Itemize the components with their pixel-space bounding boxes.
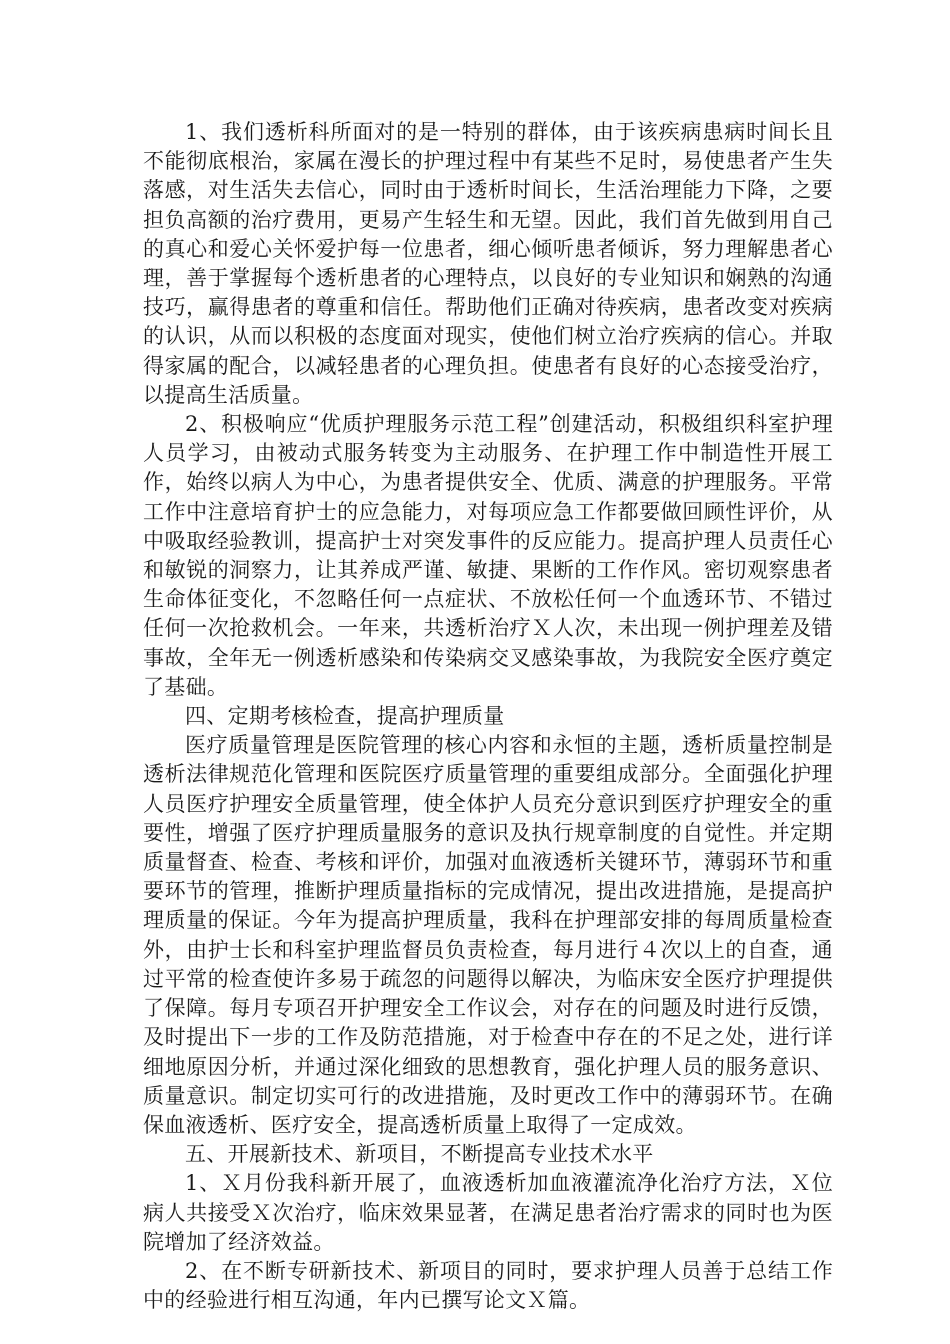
- section-heading-quality-inspection: 四、定期考核检查，提高护理质量: [185, 704, 505, 729]
- paragraph-quality-management: 医疗质量管理是医院管理的核心内容和永恒的主题，透析质量控制是透析法律规范化管理和医院医疗质量管理的重要组成部分。全面强化护理人员医疗护理安全质量管理，使全体护人员充分意识到医疗护理安全的重要性，增强了医疗护理质量服务的意识及执行规章制度的自觉性。并定期质量督查、检查、考核和评价，加强对血液透析关键环节，薄弱环节和重要环节的管理，推断护理质量指标的完成情况，提出改进措施，是提高护理质量的保证。今年为提高护理质量，我科在护理部安排的每周质量检查外，由护士长和科室护理监督员负责检查，每月进行４次以上的自查，通过平常的检查使许多易于疏忽的问题得以解决，为临床安全医疗护理提供了保障。每月专项召开护理安全工作议会，对存在的问题及时进行反馈，及时提出下一步的工作及防范措施，对于检查中存在的不足之处，进行详细地原因分析，并通过深化细致的思想教育，强化护理人员的服务意识、质量意识。制定切实可行的改进措施，及时更改工作中的薄弱环节。在确保血液透析、医疗安全，提高透析质量上取得了一定成效。: [143, 733, 833, 1137]
- document-body: [143, 118, 833, 1315]
- paragraph-new-treatment: 1、Ｘ月份我科新开展了，血液透析加血液灌流净化治疗方法，Ｘ位病人共接受Ｘ次治疗，临床效果显著，在满足患者治疗需求的同时也为医院增加了经济效益。: [143, 1171, 833, 1254]
- paragraph-patient-care: 1、我们透析科所面对的是一特别的群体，由于该疾病患病时间长且不能彻底根治，家属在漫长的护理过程中有某些不足时，易使患者产生失落感，对生活失去信心，同时由于透析时间长，生活治理能力下降，之要担负高额的治疗费用，更易产生轻生和无望。因此，我们首先做到用自己的真心和爱心关怀爱护每一位患者，细心倾听患者倾诉，努力理解患者心理，善于掌握每个透析患者的心理特点，以良好的专业知识和娴熟的沟通技巧，赢得患者的尊重和信任。帮助他们正确对待疾病，患者改变对疾病的认识，从而以积极的态度面对现实，使他们树立治疗疾病的信心。并取得家属的配合，以减轻患者的心理负担。使患者有良好的心态接受治疗，以提高生活质量。: [143, 120, 833, 407]
- section-heading-new-technology: 五、开展新技术、新项目，不断提高专业技术水平: [185, 1142, 654, 1167]
- paragraph-quality-service: 2、积极响应“优质护理服务示范工程”创建活动，积极组织科室护理人员学习，由被动式服务转变为主动服务、在护理工作中制造性开展工作，始终以病人为中心，为患者提供安全、优质、满意的护理服务。平常工作中注意培育护士的应急能力，对每项应急工作都要做回顾性评价，从中吸取经验教训，提高护士对突发事件的反应能力。提高护理人员责任心和敏锐的洞察力，让其养成严谨、敏捷、果断的工作作风。密切观察患者生命体征变化，不忽略任何一点症状、不放松任何一个血透环节、不错过任何一次抢救机会。一年来，共透析治疗Ｘ人次，未出现一例护理差及错事故，全年无一例透析感染和传染病交叉感染事故，为我院安全医疗奠定了基础。: [143, 412, 833, 699]
- paragraph-papers: 2、在不断专研新技术、新项目的同时，要求护理人员善于总结工作中的经验进行相互沟通，年内已撰写论文Ｘ篇。: [143, 1258, 833, 1313]
